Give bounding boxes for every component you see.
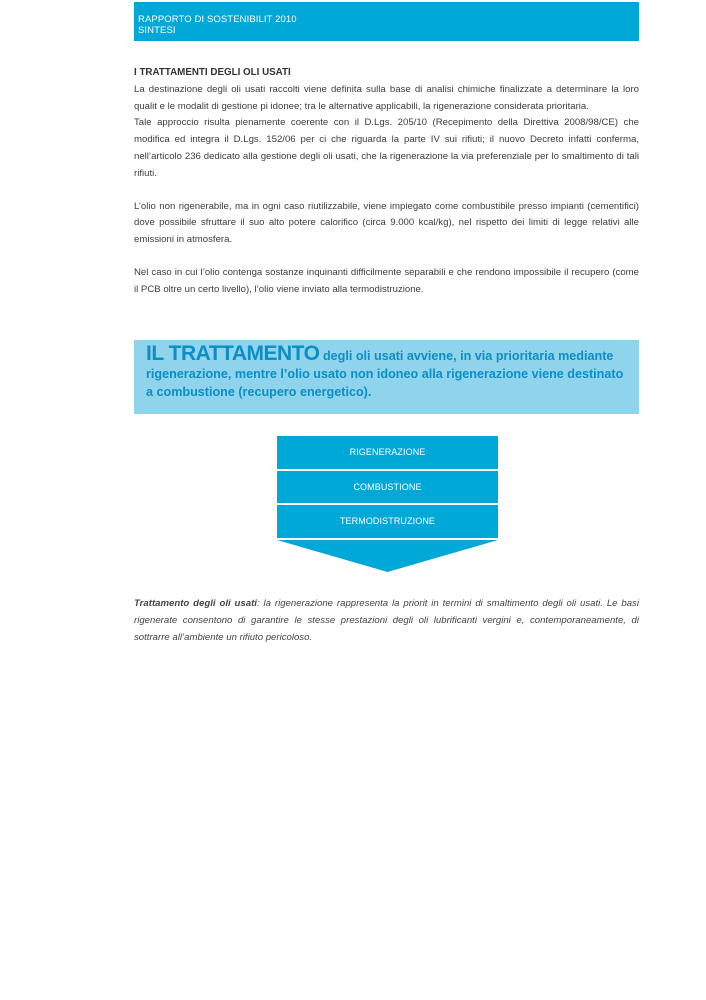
- flow-step-termodistruzione: TERMODISTRUZIONE: [277, 505, 498, 538]
- highlight-text: degli oli usati avviene, in via prioritaria mediante rigenerazione, mentre l’olio usato non idoneo alla rigenerazione viene destinato a combustione (recupero energetico).: [146, 349, 624, 399]
- paragraph-3: L’olio non rigenerabile, ma in ogni caso riutilizzabile, viene impiegato come combustibile presso impianti (cementifici) dove possibile sfruttare il suo alto potere calorifico (circa 9.000 kcal/kg), nel rispetto dei limiti di legge relativi alle emissioni in atmosfera.: [134, 200, 639, 246]
- report-header: [134, 2, 639, 41]
- flow-arrow-shape: [277, 540, 498, 572]
- flow-arrow-down-icon: [277, 540, 498, 572]
- caption-text: : la rigenerazione rappresenta la priorit in termini di smaltimento degli oli usati. Le basi rigenerate consentono di garantire le stesse prestazioni degli oli lubrificanti vergini e, contemporaneamente, di sottrarre all’ambiente un rifiuto pericoloso.: [134, 598, 639, 643]
- paragraph-4: Nel caso in cui l’olio contenga sostanze inquinanti difficilmente separabili e che rendono impossibile il recupero (come il PCB oltre un certo livello), l’olio viene inviato alla termodistruzione.: [134, 266, 639, 295]
- figure-caption: [134, 596, 639, 646]
- header-subtitle: SINTESI: [138, 25, 176, 36]
- paragraph-gap: [134, 249, 639, 265]
- paragraph-2: Tale approccio risulta pienamente coerente con il D.Lgs. 205/10 (Recepimento della Direttiva 2008/98/CE) che modifica ed integra il D.Lgs. 152/06 per ci che riguarda la parte IV sui rifiuti; il nuovo Decreto infatti conferma, nell’articolo 236 dedicato alla gestione degli oli usati, che la rigenerazione la via preferenziale per lo smaltimento di tali rifiuti.: [134, 117, 639, 179]
- flow-step-combustione: COMBUSTIONE: [277, 471, 498, 504]
- paragraph-1: La destinazione degli oli usati raccolti viene definita sulla base di analisi chimiche finalizzate a determinare la loro qualit e le modalit di gestione pi idonee; tra le alternative applicabili, la rigenerazione considerata prioritaria.: [134, 83, 639, 112]
- section-title: I TRATTAMENTI DEGLI OLI USATI: [134, 67, 291, 78]
- highlight-callout: [134, 340, 639, 414]
- main-text: [134, 65, 639, 299]
- flow-step-rigenerazione: RIGENERAZIONE: [277, 436, 498, 469]
- highlight-lead: IL TRATTAMENTO: [146, 342, 320, 365]
- caption-title: Trattamento degli oli usati: [134, 598, 257, 609]
- header-title: RAPPORTO DI SOSTENIBILIT 2010: [138, 14, 297, 25]
- treatment-flow-diagram: [277, 436, 498, 572]
- paragraph-gap: [134, 183, 639, 199]
